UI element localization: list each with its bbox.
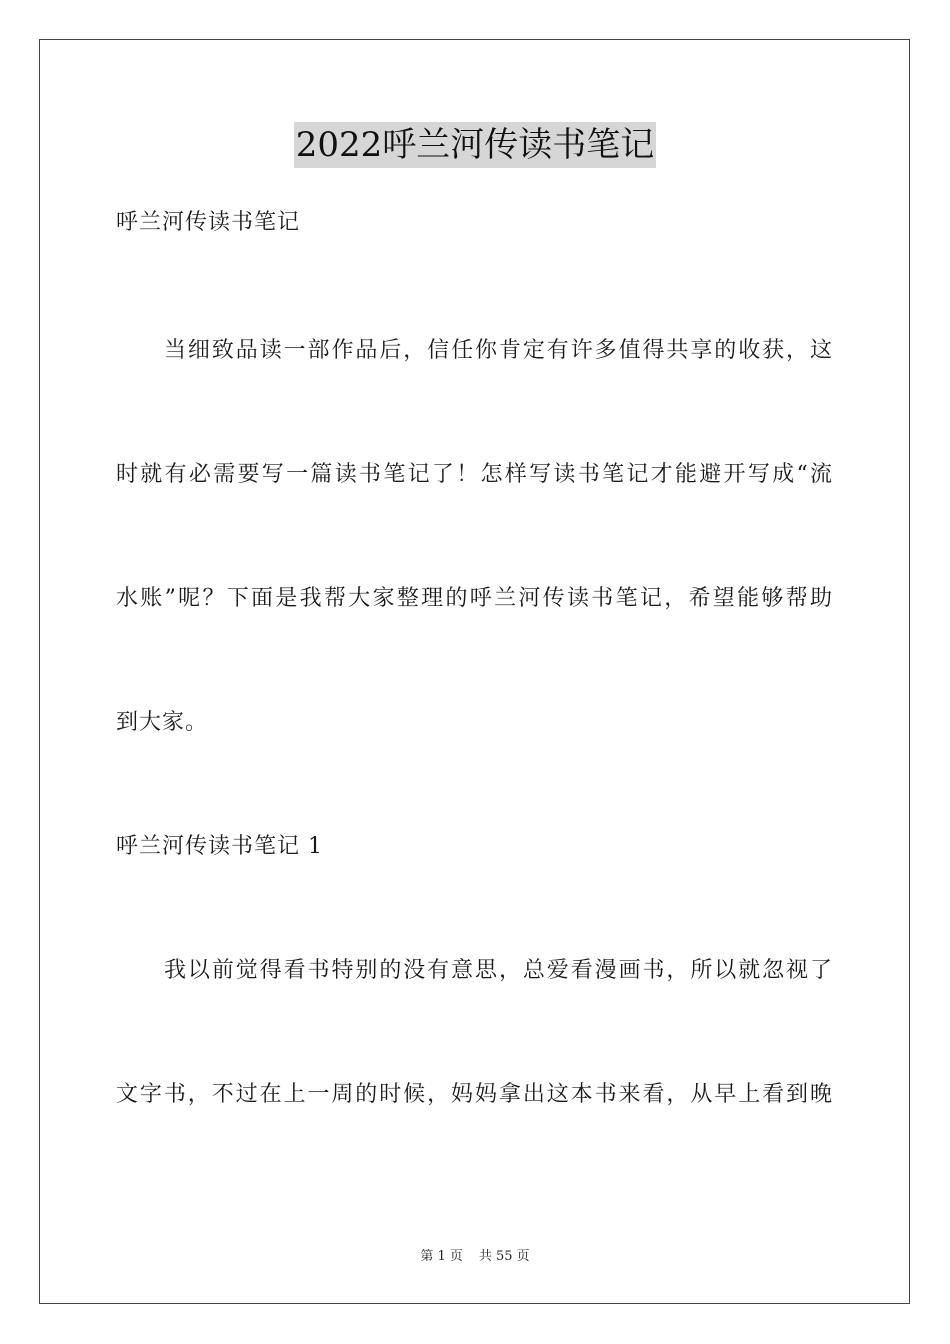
- subtitle: 呼兰河传读书笔记: [116, 210, 301, 235]
- section-heading: 呼兰河传读书笔记 1: [116, 834, 323, 859]
- page-total: 共 55 页: [478, 1249, 530, 1264]
- paragraph-line: 到大家。: [116, 710, 209, 735]
- document-title: 2022呼兰河传读书笔记: [294, 122, 657, 168]
- paragraph-line: 当细致品读一部作品后，信任你肯定有许多值得共享的收获，这: [164, 338, 832, 363]
- paragraph-line: 时就有必需要写一篇读书笔记了！怎样写读书笔记才能避开写成“流: [116, 462, 832, 487]
- page-footer: [0, 1249, 950, 1265]
- paragraph-line: 我以前觉得看书特别的没有意思，总爱看漫画书，所以就忽视了: [164, 958, 832, 983]
- page-number: 第 1 页: [420, 1249, 463, 1264]
- title-container: [0, 122, 950, 168]
- paragraph-line: 水账”呢？下面是我帮大家整理的呼兰河传读书笔记，希望能够帮助: [116, 586, 832, 611]
- paragraph-line: 文字书，不过在上一周的时候，妈妈拿出这本书来看，从早上看到晚: [116, 1082, 832, 1107]
